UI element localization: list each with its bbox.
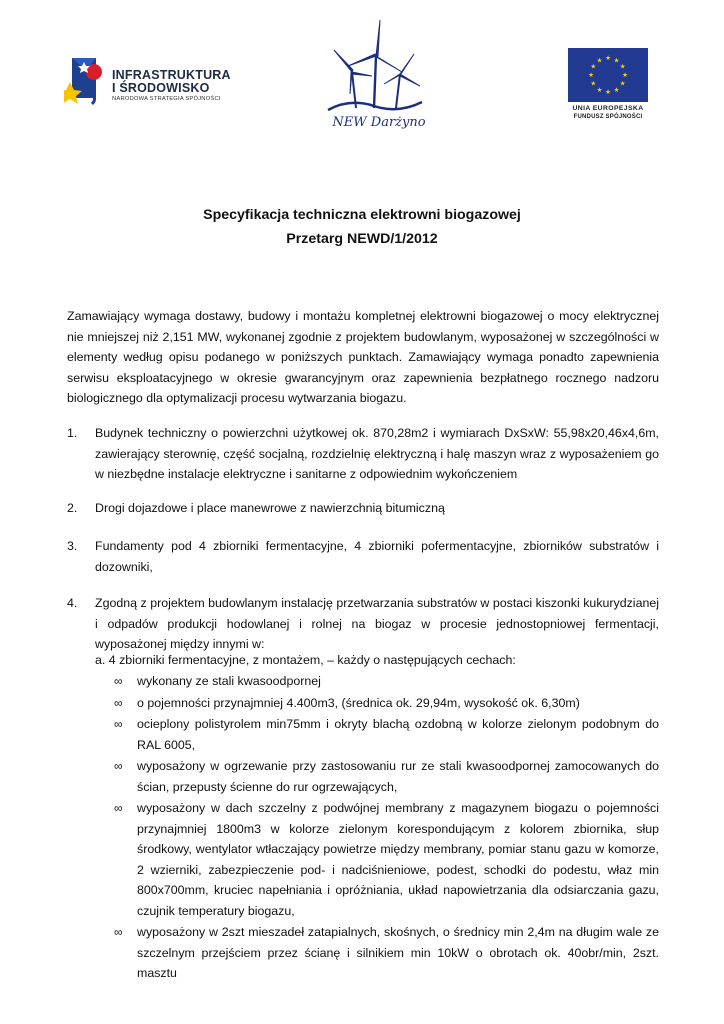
eu-line2: FUNDUSZ SPÓJNOŚCI <box>573 114 643 120</box>
list-item <box>67 536 659 577</box>
eu-star: ★ <box>605 89 611 97</box>
eu-star: ★ <box>622 72 628 80</box>
infinity-bullet-icon: ∞ <box>114 759 123 773</box>
new-darzyno-caption: NEW Darżyno <box>332 115 426 130</box>
bullet-text: wyposażony w 2szt mieszadeł zatapialnych, skośnych, o średnicy min 2,4m na długim wale ze szczelnym przejściem przez ścianę i silnikiem min 10kW o obrotach ok. 40obr/min, 2szt. masztu <box>137 925 659 980</box>
new-darzyno-logo <box>310 14 440 136</box>
bullet-item <box>114 798 659 921</box>
eu-flag <box>568 48 648 102</box>
eu-logo <box>548 44 666 124</box>
item-number: 3. <box>67 539 78 553</box>
eu-star: ★ <box>590 80 597 88</box>
infinity-bullet-icon: ∞ <box>114 695 123 710</box>
eu-star: ★ <box>588 72 594 80</box>
bullet-item <box>114 693 659 714</box>
item-number: 4. <box>67 596 78 610</box>
ie-line2: I ŚRODOWISKO <box>112 81 210 95</box>
infinity-bullet-icon: ∞ <box>114 801 123 815</box>
ie-line3: NARODOWA STRATEGIA SPÓJNOŚCI <box>112 96 221 102</box>
ie-text <box>112 69 231 104</box>
eu-star: ★ <box>596 86 603 94</box>
bullet-item <box>114 922 659 984</box>
infinity-bullet-icon: ∞ <box>114 925 123 939</box>
eu-line1: UNIA EUROPEJSKA <box>572 105 644 112</box>
item-number: 1. <box>67 426 78 440</box>
item-number: 2. <box>67 501 78 515</box>
bullet-text: wyposażony w ogrzewanie przy zastosowaniu rur ze stali kwasoodpornej zamocowanych do ścian, przepusty ścienne do rur ogrzewających, <box>137 759 659 794</box>
document-title: Specyfikacja techniczna elektrowni biogazowej <box>203 207 521 223</box>
infinity-bullet-icon: ∞ <box>114 717 123 731</box>
eu-star: ★ <box>619 80 626 88</box>
eu-star: ★ <box>605 55 611 63</box>
list-item <box>67 423 659 485</box>
tender-reference: Przetarg NEWD/1/2012 <box>286 231 438 247</box>
bullet-text: o pojemności przynajmniej 4.400m3, (średnica ok. 29,94m, wysokość ok. 6,30m) <box>137 695 580 710</box>
subitem-a: a. 4 zbiorniki fermentacyjne, z montażem, – każdy o następujących cechach: <box>95 653 516 667</box>
eu-star: ★ <box>619 63 626 71</box>
list-item <box>67 593 659 655</box>
eu-star: ★ <box>613 86 620 94</box>
item-text: Budynek techniczny o powierzchni użytkowej ok. 870,28m2 i wymiarach DxSxW: 55,98x20,46x4,6m, zawierający sterownię, część socjalną, rozdzielnię elektryczną i halę maszyn wraz z wyposażeniem go w niezbędne instalacje elektryczne i sanitarne z odpowiednim wykończeniem <box>95 426 659 481</box>
bullet-list <box>114 671 659 985</box>
bullet-text: wykonany ze stali kwasoodpornej <box>137 674 321 688</box>
bullet-item <box>114 671 659 692</box>
item-text: Zgodną z projektem budowlanym instalację przetwarzania substratów w postaci kiszonki kukurydzianej i odpadów produkcji hodowlanej i rolnej na biogaz w procesie jednostopniowej fermentacji, wyposażonej między innymi w: <box>95 596 659 651</box>
eu-stars-icon <box>568 48 648 102</box>
ie-line1: INFRASTRUKTURA <box>112 68 231 82</box>
bullet-text: ocieplony polistyrolem min75mm i okryty blachą ozdobną w kolorze zielonym podobnym do RAL 6005, <box>137 717 659 752</box>
intro-paragraph: Zamawiający wymaga dostawy, budowy i montażu kompletnej elektrowni biogazowej o mocy elektrycznej nie mniejszej niż 2,151 MW, wykonanej zgodnie z projektem budowlanym, wyposażonej w szczególności w elementy według opisu podanego w poniższych punktach. Zamawiający wymaga ponadto zapewnienia serwisu eksploatacyjnego w okresie gwarancyjnym oraz zapewnienia bezpłatnego rocznego nadzoru biologicznego dla optymalizacji procesu wytwarzania biogazu. <box>67 309 659 405</box>
bullet-item <box>114 756 659 797</box>
bullet-item <box>114 714 659 755</box>
eu-star: ★ <box>590 63 597 71</box>
eu-star: ★ <box>596 57 603 65</box>
wind-turbines-icon <box>310 14 440 118</box>
infrastruktura-logo <box>64 52 254 112</box>
item-text: Drogi dojazdowe i place manewrowe z nawierzchnią bitumiczną <box>95 501 445 515</box>
ie-emblem-icon <box>64 52 110 110</box>
eu-star: ★ <box>613 57 620 65</box>
bullet-text: wyposażony w dach szczelny z podwójnej membrany z magazynem biogazu o pojemności przynajmniej 1800m3 w kolorze zielonym korespondującym z kolorem zbiornika, słup środkowy, wentylator wtłaczający powietrze między membrany, pomiar stanu gazu w komorze, 2 wzierniki, zabezpieczenie pod- i nadciśnieniowe, podest, schodki do podestu, właz min 800x700mm, kruciec napełniania i opróżniania, układ napowietrzania dla odsiarczania gazu, czujnik temperatury biogazu, <box>137 801 659 918</box>
list-item <box>67 498 659 519</box>
infinity-bullet-icon: ∞ <box>114 674 123 688</box>
item-text: Fundamenty pod 4 zbiorniki fermentacyjne, 4 zbiorniki pofermentacyjne, zbiorników substratów i dozowniki, <box>95 539 659 574</box>
